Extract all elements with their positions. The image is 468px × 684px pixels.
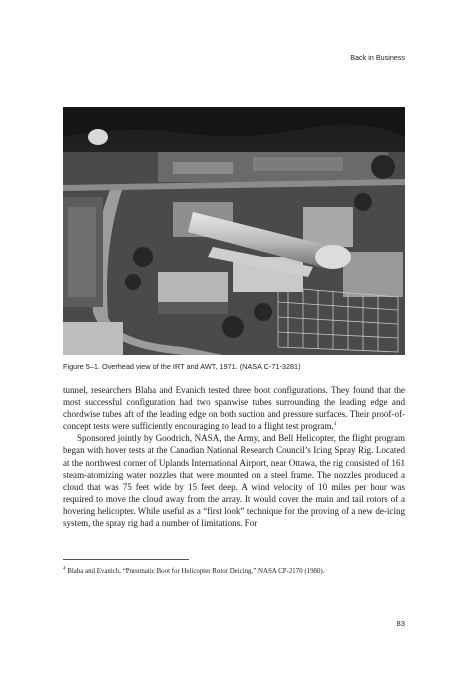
footnote-divider <box>63 559 189 560</box>
figure-caption: Figure 5–1. Overhead view of the IRT and AWT, 1971. (NASA C-71-3281) <box>63 362 301 371</box>
footnote-reference[interactable]: 4 <box>333 422 337 428</box>
footnote <box>63 568 405 575</box>
paragraph-2: Sponsored jointly by Goodrich, NASA, the Army, and Bell Helicopter, the flight program began with hover tests at the Canadian National Research Council’s Icing Spray Rig. Located at the northwest corner of Uplands International Airport, near Ottawa, the rig consisted of 161 steam-atomizing water nozzles that were mounted on a steel frame. The nozzles produced a cloud that was 75 feet wide by 15 feet deep. A wind velocity of 10 miles per hour was required to move the cloud away from the array. It would cover the main and tail rotors of a hovering helicopter. While useful as a “first look” technique for the proving of a new de-icing system, the spray rig had a number of limitations. For <box>63 433 405 529</box>
footnote-marker: 4 <box>63 566 66 572</box>
aerial-photo-illustration <box>63 107 405 355</box>
running-head: Back in Business <box>350 53 405 62</box>
page-number: 83 <box>396 619 405 628</box>
paragraph-1: tunnel, researchers Blaha and Evanich tested three boot configurations. They found that the most successful configuration had two spanwise tubes surrounding the leading edge and chordwise tubes aft of the leading edge on both suction and pressure surfaces. Their proof-of-concept tests were sufficiently encouraging to lead to a flight test program.$^4$ <box>63 385 405 432</box>
footnote-text: Blaha and Evanich, “Pneumatic Boot for Helicopter Rotor Deicing,” NASA CP-2170 (1980). <box>67 568 325 575</box>
body-text <box>63 384 405 529</box>
figure-photo <box>63 107 405 355</box>
